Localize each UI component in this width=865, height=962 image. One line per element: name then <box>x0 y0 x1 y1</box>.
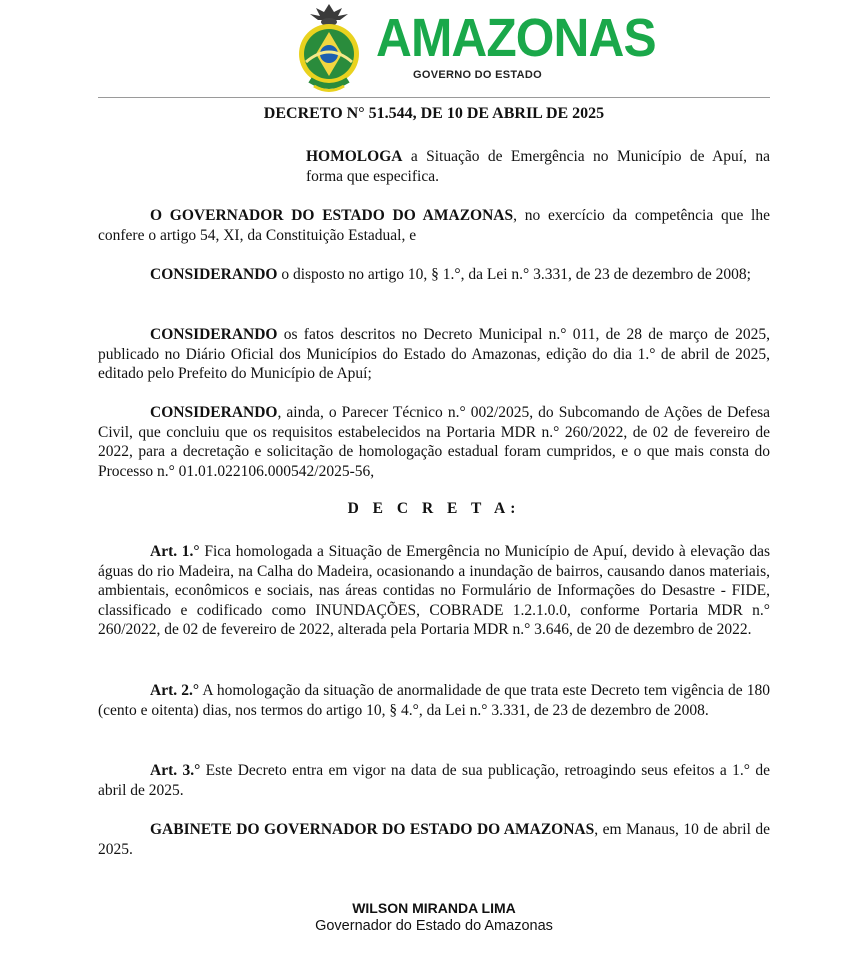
considerando-keyword: CONSIDERANDO <box>150 326 278 343</box>
article-1 <box>98 542 770 640</box>
ementa-text: a Situação de Emergência no Município de Apuí, na forma que especifica. <box>306 148 770 185</box>
considerando-keyword: CONSIDERANDO <box>150 404 278 421</box>
considerando-2 <box>98 325 770 384</box>
considerando-1 <box>98 265 770 285</box>
header-divider <box>98 97 770 98</box>
ementa-keyword: HOMOLOGA <box>306 148 403 165</box>
gabinete-text: , em Manaus, 10 de abril de 2025. <box>98 821 770 858</box>
gabinete-label: GABINETE DO GOVERNADOR DO ESTADO DO AMAZONAS <box>150 821 595 838</box>
signatory-role: Governador do Estado do Amazonas <box>315 918 553 934</box>
article-text: A homologação da situação de anormalidade de que trata este Decreto tem vigência de 180 (cento e oitenta) dias, nos termos do artigo 10, § 4.°, da Lei n.° 3.331, de 23 de dezembro de 2008. <box>98 682 770 719</box>
brand-name: AMAZONAS <box>376 8 656 68</box>
decree-title: DECRETO N° 51.544, DE 10 DE ABRIL DE 2025 <box>263 105 605 122</box>
considerando-3 <box>98 403 770 481</box>
considerando-text: os fatos descritos no Decreto Municipal n.° 011, de 28 de março de 2025, publicado no Diário Oficial dos Municípios do Estado do Amazonas, edição do dia 1.° de abril de 2025, editado pelo Prefeito do Município de Apuí; <box>98 326 770 382</box>
considerando-text: , ainda, o Parecer Técnico n.° 002/2025, do Subcomando de Ações de Defesa Civil, que concluiu que os requisitos estabelecidos na Portaria MDR n.° 260/2022, de 02 de fevereiro de 2022, para a decretação e solicitação de homologação estadual foram cumpridos, e o que mais consta do Processo n.° 01.01.022106.000542/2025-56, <box>98 404 770 480</box>
preamble-text: , no exercício da competência que lhe confere o artigo 54, XI, da Constituição Estadual, e <box>98 207 770 244</box>
considerando-text: o disposto no artigo 10, § 1.°, da Lei n.° 3.331, de 23 de dezembro de 2008; <box>277 266 751 283</box>
signatory-name: WILSON MIRANDA LIMA <box>352 900 516 916</box>
article-text: Este Decreto entra em vigor na data de sua publicação, retroagindo seus efeitos a 1.° de abril de 2025. <box>98 762 770 799</box>
letterhead <box>0 0 865 100</box>
preamble <box>98 206 770 245</box>
preamble-authority: O GOVERNADOR DO ESTADO DO AMAZONAS <box>150 207 514 224</box>
considerando-keyword: CONSIDERANDO <box>150 266 278 283</box>
article-number: Art. 1.° <box>150 543 200 560</box>
article-2 <box>98 681 770 720</box>
decreta-heading: D E C R E T A: <box>347 500 521 517</box>
article-3 <box>98 761 770 800</box>
ementa <box>306 147 770 186</box>
article-number: Art. 3.° <box>150 762 201 779</box>
article-text: Fica homologada a Situação de Emergência no Município de Apuí, devido à elevação das águas do rio Madeira, na Calha do Madeira, ocasionando a inundação de bairros, causando danos materiais, ambientais, econômicos e sociais, nas áreas contidas no Formulário de Informações do Desastre - FIDE, classificado e codificado como INUNDAÇÕES, COBRADE 1.2.1.0.0, conforme Portaria MDR n.° 260/2022, de 02 de fevereiro de 2022, alterada pela Portaria MDR n.° 3.646, de 20 de dezembro de 2022. <box>98 543 770 638</box>
amazonas-coat-of-arms-icon <box>296 2 362 96</box>
article-number: Art. 2.° <box>150 682 200 699</box>
gabinete-closing <box>98 820 770 859</box>
brand-subtitle: GOVERNO DO ESTADO <box>413 69 542 81</box>
